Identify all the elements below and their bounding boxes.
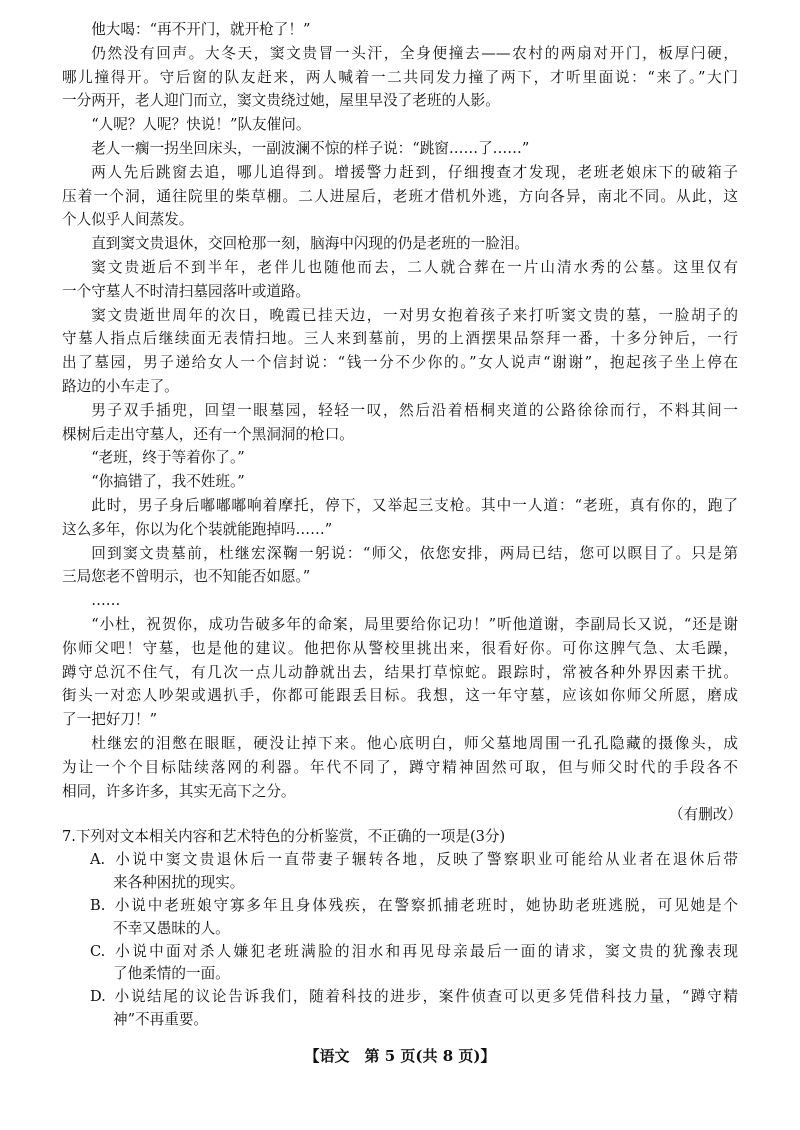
- text-line: 蹲守总沉不住气，有几次一点儿动静就出去，结果打草惊蛇。跟踪时，常被各种外界因素干扰。: [62, 663, 738, 681]
- text-line: 棵树后走出守墓人，还有一个黑洞洞的枪口。: [62, 425, 354, 443]
- text-line: 这么多年，你以为化个装就能跑掉吗……”: [62, 520, 333, 538]
- option-continuation-line: 不幸又愚昧的人。: [113, 919, 230, 937]
- option-first-line: [62, 895, 738, 918]
- option-label: A.: [90, 850, 106, 868]
- story-paragraph: [62, 161, 738, 232]
- option-text: 小说结尾的议论告诉我们，随着科技的进步，案件侦查可以更多凭借科技力量，“蹲守精: [113, 988, 738, 1006]
- text-line: 回到窦文贵墓前，杜继宏深鞠一躬说：“师父，依您安排，两局已结，您可以瞑目了。只是第: [91, 544, 738, 562]
- story-ellipsis: [62, 589, 738, 613]
- story-paragraph: [62, 256, 738, 304]
- text-line: 杜继宏的泪憋在眼眶，硬没让掉下来。他心底明白，师父墓地周围一孔孔隐藏的摄像头，成: [91, 734, 738, 752]
- text-line: 直到窦文贵退休，交回枪那一刻，脑海中闪现的仍是老班的一脸泪。: [91, 235, 530, 253]
- story-paragraph: [62, 613, 738, 732]
- text-line: 窦文贵逝世周年的次日，晚霞已挂天边，一对男女抱着孩子来打听窦文贵的墓，一脸胡子的: [91, 306, 738, 324]
- text-line: 男子双手插兜，回望一眼墓园，轻轻一叹，然后沿着梧桐夹道的公路徐徐而行，不料其间一: [91, 401, 738, 419]
- option-text: 小说中老班娘守寡多年且身体残疾，在警察抓捕老班时，她协助老班逃脱，可见她是个: [113, 896, 738, 914]
- story-paragraph: [62, 113, 738, 137]
- story-paragraph: [62, 304, 738, 399]
- text-line: 街头一对恋人吵架或遇扒手，你都可能跟丢目标。我想，这一年守墓，应该如你师父所愿，磨成: [62, 687, 738, 705]
- text-line: 一个守墓人不时清扫墓园落叶或道路。: [62, 282, 311, 300]
- option-continuation-line: 神”不再重要。: [113, 1011, 209, 1029]
- text-line: 一分两开，老人迎门而立，窦文贵绕过她，屋里早没了老班的人影。: [62, 92, 500, 110]
- story-paragraph: [62, 542, 738, 590]
- text-line: “老班，终于等着你了。”: [91, 449, 245, 467]
- option-first-line: [62, 941, 738, 964]
- text-line: “人呢？人呢？快说！”队友催问。: [91, 116, 311, 134]
- text-line: 相同，许多许多，其实无高下之分。: [62, 782, 296, 800]
- question-stem: 7.下列对文本相关内容和艺术特色的分析鉴赏，不正确的一项是(3分): [62, 828, 506, 845]
- option-c: [62, 941, 738, 987]
- option-label: B.: [90, 896, 106, 914]
- option-first-line: [62, 986, 738, 1009]
- story-paragraph: [62, 494, 738, 542]
- option-label: C.: [90, 942, 106, 960]
- story-paragraph: [62, 137, 738, 161]
- text-line: 出了墓园，男子递给女人一个信封说：“钱一分不少你的。”女人说声“谢谢”，抱起孩子坐上停在: [62, 354, 738, 372]
- text-line: 守墓人指点后继续面无表情扫地。三人来到墓前，男的上酒摆果品祭拜一番，十多分钟后，一行: [62, 330, 738, 348]
- source-note: （有删改）: [669, 806, 742, 823]
- text-line: 了一把好刀！”: [62, 711, 158, 729]
- option-b: [62, 895, 738, 941]
- story-paragraph: [62, 399, 738, 447]
- option-first-line: [62, 849, 738, 872]
- text-line: 个人似乎人间蒸发。: [62, 211, 194, 229]
- text-line: 压着一个洞，通往院里的柴草棚。二人进屋后，老班才借机外逃，方向各异，南北不同。从此，这: [62, 187, 738, 205]
- option-text: 小说中面对杀人嫌犯老班满脸的泪水和再见母亲最后一面的请求，窦文贵的犹豫表现: [113, 942, 738, 960]
- story-paragraph: [62, 18, 738, 42]
- text-line: 窦文贵逝后不到半年，老伴儿也随他而去，二人就合葬在一片山清水秀的公墓。这里仅有: [91, 258, 738, 276]
- option-label: D.: [90, 988, 106, 1006]
- option-a: [62, 849, 738, 895]
- text-line: 他大喝：“再不开门，就开枪了！”: [91, 21, 311, 38]
- text-line: 为让一个个目标陆续落网的利器。年代不同了，蹲守精神固然可取，但与师父时代的手段各不: [62, 758, 738, 776]
- text-line: 你师父吧！守墓，也是他的建议。他把你从警校里挑出来，很看好你。可你这脾气急、太毛躁，: [62, 639, 738, 657]
- text-line: 路边的小车走了。: [62, 377, 179, 395]
- text-line: “你搞错了，我不姓班。”: [91, 473, 245, 491]
- text-line: 哪儿撞得开。守后窗的队友赶来，两人喊着一二共同发力撞了两下，才听里面说：“来了。”大门: [62, 68, 738, 86]
- option-d: [62, 986, 738, 1032]
- text-line: 仍然没有回声。大冬天，窦文贵冒一头汗，全身便撞去——农村的两扇对开门，板厚闩硬，: [91, 44, 738, 62]
- story-paragraph: [62, 42, 738, 113]
- option-continuation-line: 来各种困扰的现实。: [113, 873, 245, 891]
- story-paragraph: [62, 446, 738, 470]
- text-line: “小杜，祝贺你，成功告破多年的命案，局里要给你记功！”听他道谢，李副局长又说，“还是谢: [91, 615, 738, 633]
- option-continuation-line: 了他柔情的一面。: [113, 965, 230, 983]
- story-paragraph: [62, 470, 738, 494]
- page-footer: 【语文 第 5 页(共 8 页)】: [304, 1047, 496, 1065]
- question-7: [62, 826, 738, 1032]
- option-text: 小说中窦文贵退休后一直带妻子辗转各地，反映了警察职业可能给从业者在退休后带: [113, 850, 738, 868]
- story-paragraph: [62, 232, 738, 256]
- text-line: 两人先后跳窗去追，哪儿追得到。增援警力赶到，仔细搜查才发现，老班老娘床下的破箱子: [91, 163, 738, 181]
- text-line: ……: [91, 592, 121, 610]
- text-line: 此时，男子身后嘟嘟嘟响着摩托，停下，又举起三支枪。其中一人道：“老班，真有你的，跑了: [91, 496, 738, 514]
- story-paragraph: [62, 732, 738, 803]
- text-line: 老人一瘸一拐坐回床头，一副波澜不惊的样子说：“跳窗……了……”: [91, 139, 530, 157]
- text-line: 三局您老不曾明示，也不知能否如愿。”: [62, 568, 311, 586]
- story-text: [62, 18, 738, 803]
